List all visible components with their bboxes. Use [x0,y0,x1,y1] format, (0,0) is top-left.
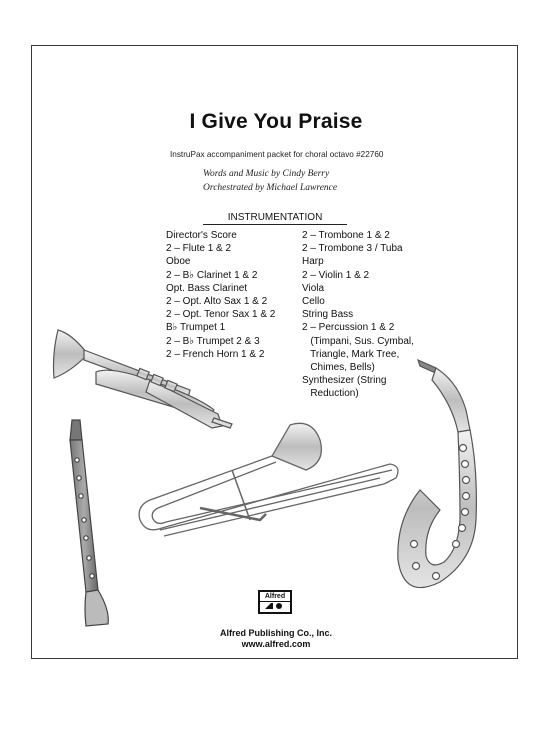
instrumentation-heading: INSTRUMENTATION [203,212,347,225]
list-item: Director's Score [166,230,237,241]
list-item: 2 – Percussion 1 & 2 [302,322,395,334]
list-item: (Timpani, Sus. Cymbal, [302,335,414,347]
publisher-name: Alfred Publishing Co., Inc. [219,628,332,638]
list-item: Viola [302,282,325,294]
list-item: Opt. Bass Clarinet [166,282,248,294]
logo-mark-icon [264,602,286,610]
list-item: Harp [302,256,324,268]
list-item: Chimes, Bells) [302,362,375,374]
list-item: 2 – B♭ Clarinet 1 & 2 [166,269,258,281]
list-item: 2 – French Horn 1 & 2 [166,348,265,360]
subtitle: InstruPax accompaniment packet for choral octavo #22760 [170,150,384,159]
list-item: 2 – Violin 1 & 2 [302,269,370,281]
clarinet-icon [70,420,108,626]
list-item: B♭ Trumpet 1 [166,322,226,334]
list-item: 2 – Trombone 3 / Tuba [302,243,403,255]
list-item: 2 – Trombone 1 & 2 [302,230,390,241]
list-item: 2 – Opt. Alto Sax 1 & 2 [166,296,268,308]
alfred-logo [258,590,292,614]
saxophone-icon [398,360,477,588]
trombone-icon [139,423,398,536]
list-item: Triangle, Mark Tree, [302,348,400,360]
trumpet-icon [54,330,233,428]
list-item: 2 – Opt. Tenor Sax 1 & 2 [166,309,276,321]
list-item: Synthesizer (String [302,375,387,387]
list-item: String Bass [302,309,354,321]
list-item: 2 – B♭ Trumpet 2 & 3 [166,335,260,347]
list-item: Oboe [166,256,191,268]
list-item: 2 – Flute 1 & 2 [166,243,232,255]
logo-text: Alfred [260,592,290,602]
page-title: I Give You Praise [189,110,363,133]
list-item: Reduction) [302,388,359,400]
orchestration-credit: Orchestrated by Michael Lawrence [203,183,338,193]
list-item: Cello [302,296,325,308]
publisher-website: www.alfred.com [241,639,311,649]
words-music-credit: Words and Music by Cindy Berry [203,169,330,179]
